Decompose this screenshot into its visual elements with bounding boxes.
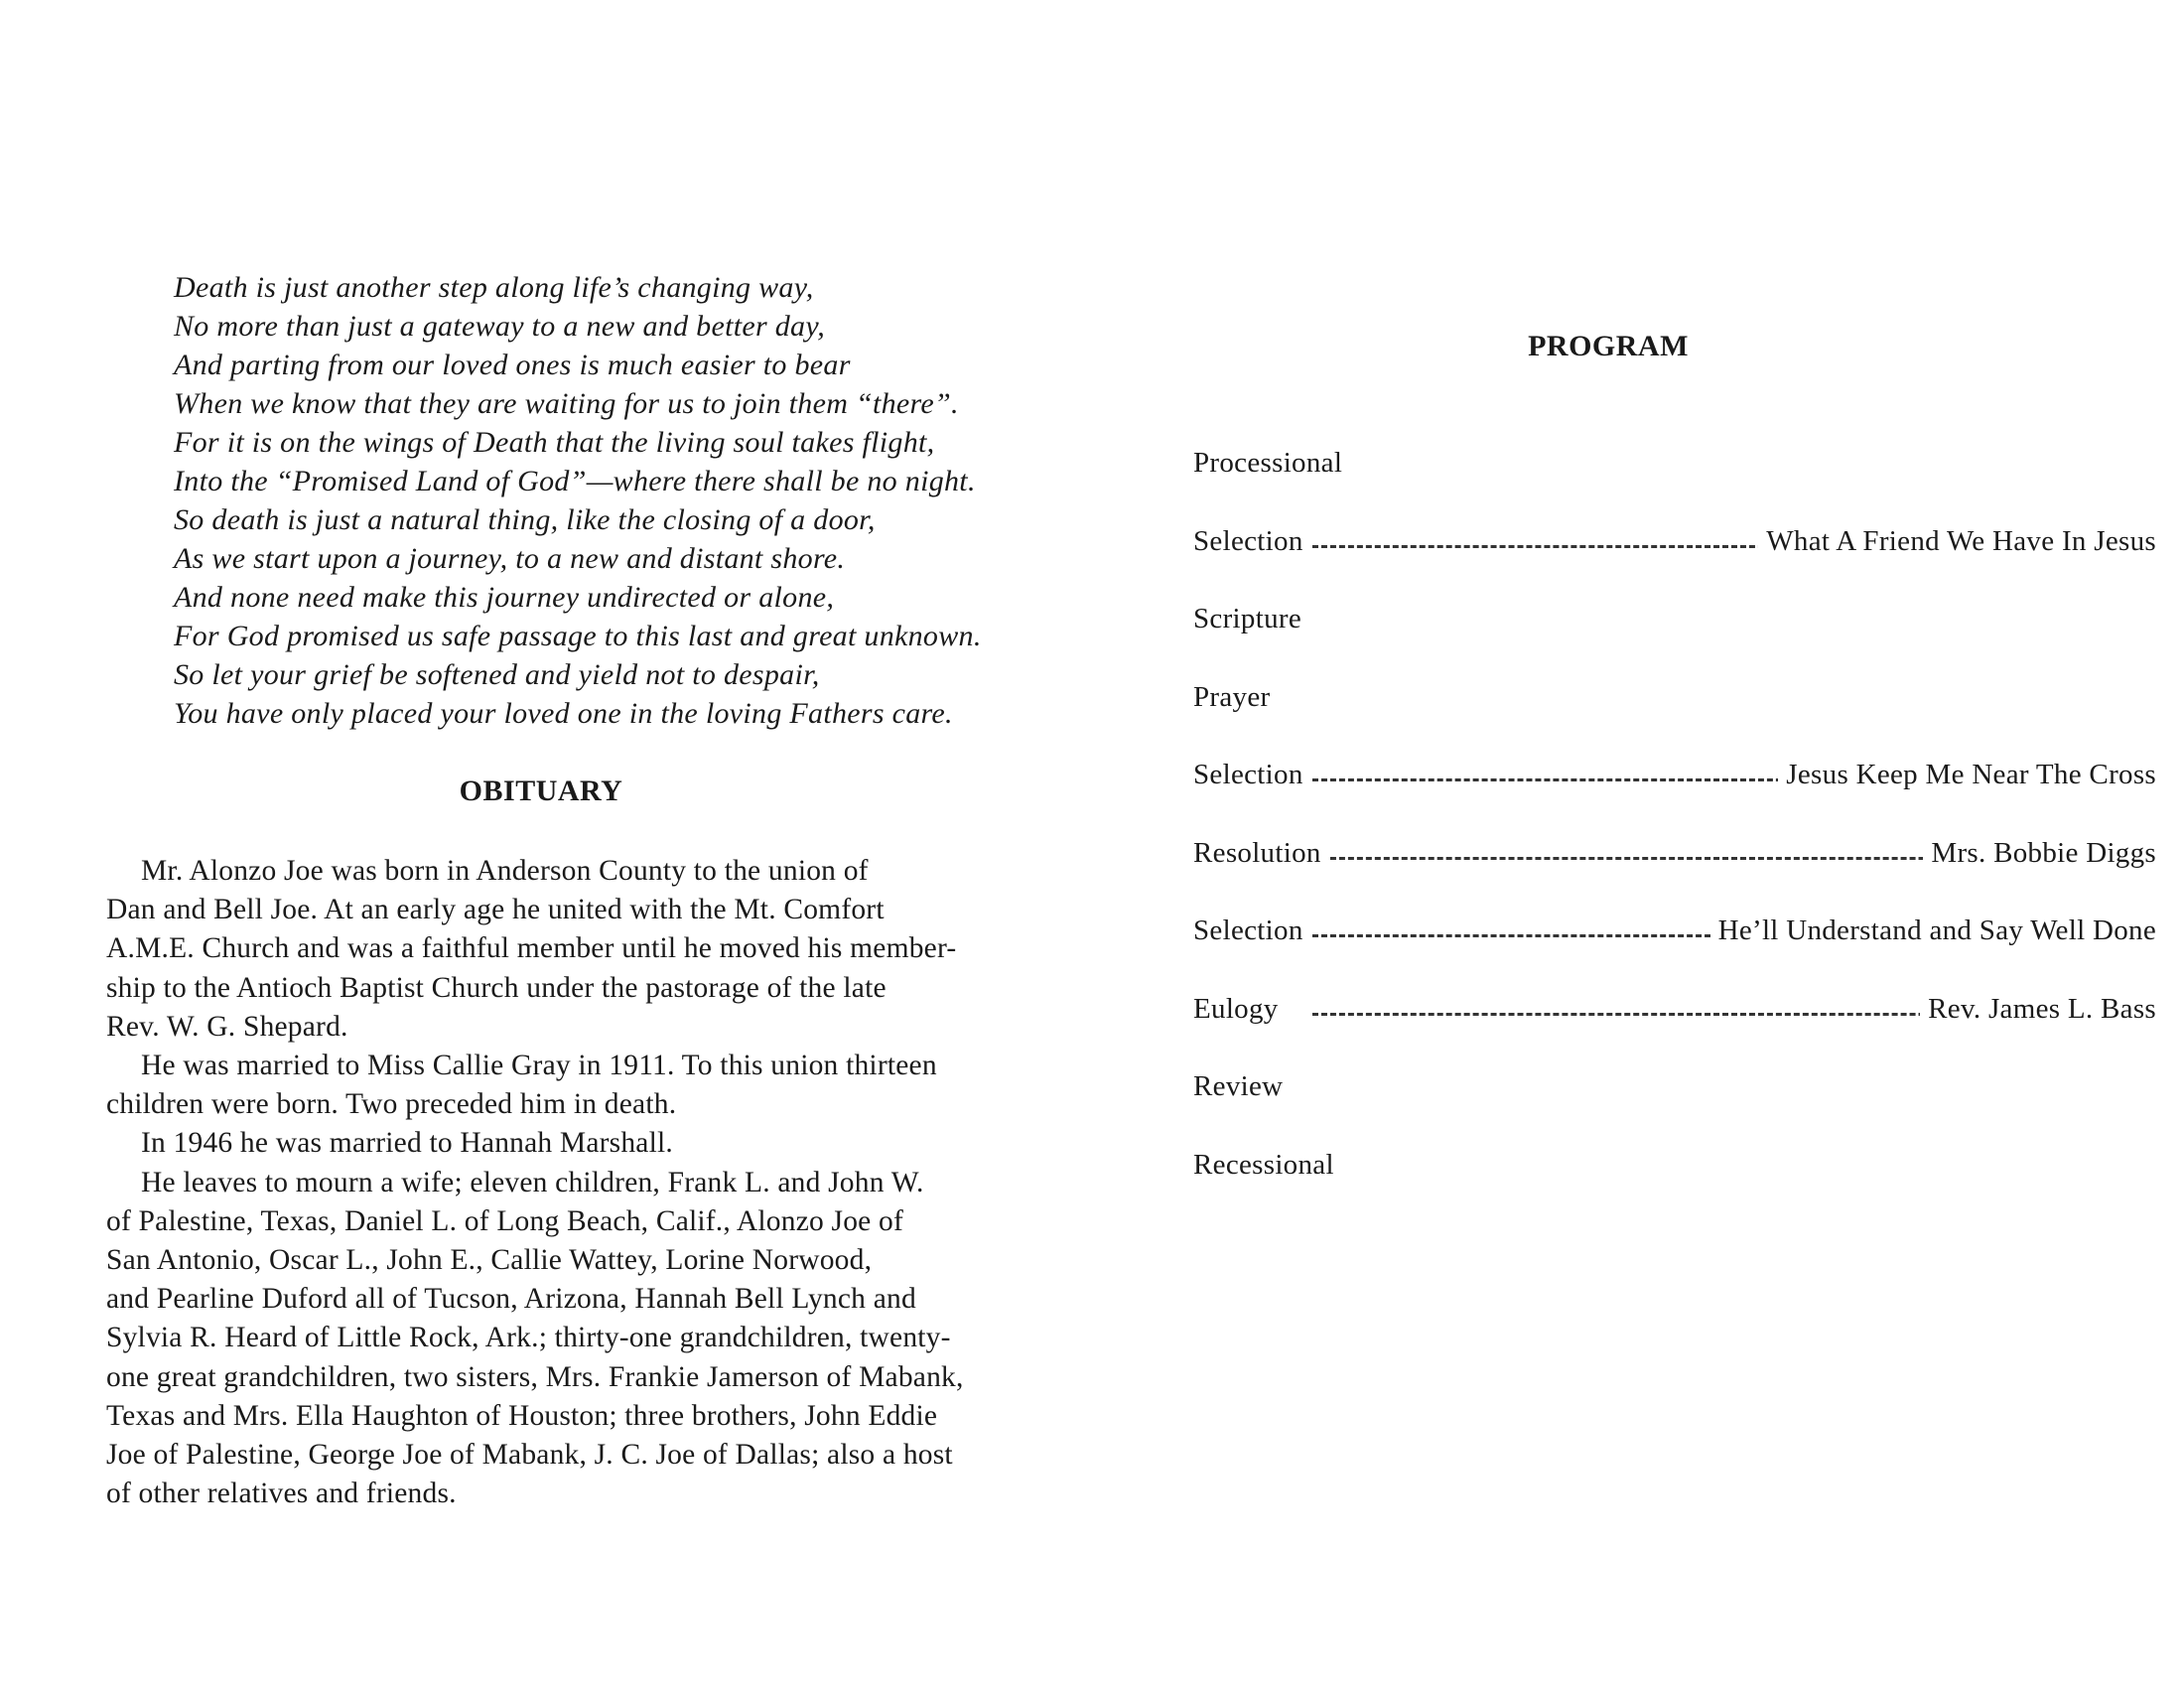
obituary-line: Joe of Palestine, George Joe of Mabank, J. C. Joe of Dallas; also a host [106,1439,953,1472]
obituary-line: of other relatives and friends. [106,1477,457,1510]
program-item-label: Prayer [1193,681,1277,714]
obituary-body [106,852,1039,1513]
program-item [1193,603,2156,681]
program-item-value: Mrs. Bobbie Diggs [1923,837,2156,870]
program-item-label: Selection [1193,525,1309,558]
poem-line: And parting from our loved ones is much easier to bear [174,349,851,381]
program-item [1193,1149,2156,1227]
poem [174,268,1067,733]
program-item [1193,447,2156,525]
program-list [1193,447,2156,1226]
program-item-value: Jesus Keep Me Near The Cross [1778,759,2156,791]
program-item-label: Eulogy [1193,993,1285,1026]
obituary-line: In 1946 he was married to Hannah Marshall. [141,1127,673,1160]
poem-line: For it is on the wings of Death that the living soul takes flight, [174,426,935,459]
program-item [1193,759,2156,837]
program-item-label: Resolution [1193,837,1327,870]
obituary-line: Sylvia R. Heard of Little Rock, Ark.; thirty-one grandchildren, twenty- [106,1322,951,1354]
poem-line: When we know that they are waiting for us to join them “there”. [174,387,959,420]
obituary-line: of Palestine, Texas, Daniel L. of Long Beach, Calif., Alonzo Joe of [106,1204,904,1237]
poem-line: So let your grief be softened and yield not to despair, [174,658,820,691]
program-item-value: He’ll Understand and Say Well Done [1710,914,2156,947]
obituary-line: and Pearline Duford all of Tucson, Arizona, Hannah Bell Lynch and [106,1283,916,1316]
obituary-line: A.M.E. Church and was a faithful member until he moved his member- [106,932,957,965]
program-heading: PROGRAM [1528,330,1689,362]
poem-line: So death is just a natural thing, like the closing of a door, [174,503,876,536]
poem-line: Death is just another step along life’s changing way, [174,271,814,304]
program-item-label: Recessional [1193,1149,1340,1182]
poem-line: No more than just a gateway to a new and better day, [174,310,826,343]
obituary-line: Dan and Bell Joe. At an early age he united with the Mt. Comfort [106,894,885,926]
obituary-line: one great grandchildren, two sisters, Mrs. Frankie Jamerson of Mabank, [106,1360,964,1393]
program-item [1193,914,2156,993]
program-item-label: Processional [1193,447,1348,480]
obituary-line: He leaves to mourn a wife; eleven children, Frank L. and John W. [141,1166,924,1198]
program-item [1193,681,2156,760]
program-item-label: Selection [1193,914,1309,947]
program-item-value: Rev. James L. Bass [1920,993,2156,1026]
program-item-label: Review [1193,1070,1289,1103]
obituary-line: ship to the Antioch Baptist Church under the pastorage of the late [106,971,887,1004]
program-item [1193,1070,2156,1149]
poem-line: And none need make this journey undirected or alone, [174,581,835,614]
obituary-line: Rev. W. G. Shepard. [106,1010,348,1043]
program-item [1193,993,2156,1071]
obituary-line: San Antonio, Oscar L., John E., Callie Wattey, Lorine Norwood, [106,1244,873,1277]
poem-line: As we start upon a journey, to a new and distant shore. [174,542,846,575]
poem-line: You have only placed your loved one in the loving Fathers care. [174,697,953,730]
program-item-value: What A Friend We Have In Jesus [1758,525,2156,558]
obituary-line: children were born. Two preceded him in death. [106,1088,677,1121]
poem-line: Into the “Promised Land of God”—where there shall be no night. [174,465,976,497]
obituary-line: Mr. Alonzo Joe was born in Anderson County to the union of [141,855,869,887]
program-item [1193,837,2156,915]
obituary-line: Texas and Mrs. Ella Haughton of Houston; three brothers, John Eddie [106,1399,938,1432]
obituary-line: He was married to Miss Callie Gray in 1911. To this union thirteen [141,1050,937,1082]
program-item-label: Selection [1193,759,1309,791]
obituary-heading: OBITUARY [459,774,623,807]
program-item [1193,525,2156,604]
poem-line: For God promised us safe passage to this last and great unknown. [174,620,982,652]
program-item-label: Scripture [1193,603,1307,635]
right-page [1092,0,2184,1688]
